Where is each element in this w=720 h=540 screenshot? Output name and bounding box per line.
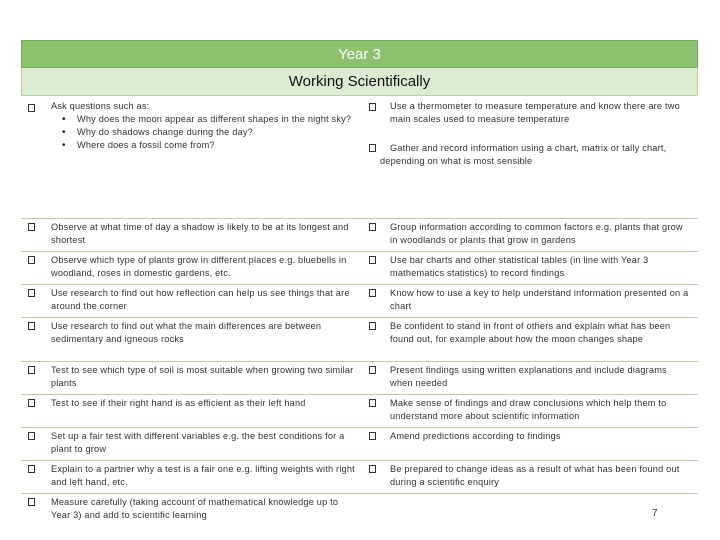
skill-text: Use research to find out what the main differences are between sedimentary and igneous rocks <box>51 321 322 344</box>
skill-text: Set up a fair test with different variables e.g. the best conditions for a plant to grow <box>51 431 345 454</box>
skill-text: Amend predictions according to findings <box>390 431 561 441</box>
left-cell <box>21 317 361 361</box>
skill-text: Explain to a partner why a test is a fair one e.g. lifting weights with right and left hand, etc. <box>51 464 355 487</box>
checkbox[interactable] <box>369 103 376 111</box>
checkbox[interactable] <box>28 104 35 112</box>
year-title: Year 3 <box>21 40 698 68</box>
list-item: • Where does a fossil come from? <box>51 139 357 152</box>
table-row <box>21 427 698 461</box>
left-cell <box>21 493 361 526</box>
checkbox[interactable] <box>369 465 376 473</box>
checkbox[interactable] <box>28 399 35 407</box>
right-cell <box>361 317 698 361</box>
left-cell <box>21 394 361 427</box>
checkbox[interactable] <box>369 256 376 264</box>
skill-text: Test to see if their right hand is as efficient as their left hand <box>51 398 306 408</box>
list-item: • Why does the moon appear as different shapes in the night sky? <box>51 113 357 126</box>
left-cell <box>21 96 361 218</box>
right-cell <box>361 427 698 460</box>
checkbox[interactable] <box>28 256 35 264</box>
table-row <box>21 460 698 494</box>
checkbox[interactable] <box>369 289 376 297</box>
right-cell <box>361 460 698 493</box>
checkbox[interactable] <box>28 289 35 297</box>
skill-text: Observe which type of plants grow in different places e.g. bluebells in woodland, roses in domestic gardens, etc. <box>51 255 347 278</box>
right-cell <box>361 394 698 427</box>
checkbox[interactable] <box>369 144 376 152</box>
checkbox[interactable] <box>28 432 35 440</box>
left-cell <box>21 460 361 493</box>
question-intro: Ask questions such as: <box>51 101 150 111</box>
right-cell <box>361 218 698 251</box>
table-row <box>21 218 698 252</box>
skill-text: Know how to use a key to help understand information presented on a chart <box>390 288 689 311</box>
table-row <box>21 96 698 219</box>
checkbox[interactable] <box>369 432 376 440</box>
section-subtitle: Working Scientifically <box>21 68 698 96</box>
skill-text: Group information according to common factors e.g. plants that grow in woodlands or plants that grow in gardens <box>390 222 683 245</box>
left-cell <box>21 251 361 284</box>
table-row <box>21 284 698 318</box>
skill-text: Test to see which type of soil is most suitable when growing two similar plants <box>51 365 354 388</box>
left-cell <box>21 284 361 317</box>
checkbox[interactable] <box>369 223 376 231</box>
skill-text: Present findings using written explanations and include diagrams when needed <box>390 365 667 388</box>
skill-text: Be prepared to change ideas as a result of what has been found out during a scientific enquiry <box>390 464 680 487</box>
curriculum-table <box>21 40 698 537</box>
skill-text: Use a thermometer to measure temperature and know there are two main scales used to measure temperature <box>390 101 680 124</box>
skill-text: Use bar charts and other statistical tables (in line with Year 3 mathematics statistics) to record findings <box>390 255 649 278</box>
skill-text: Use research to find out how reflection can help us see things that are around the corner <box>51 288 350 311</box>
checkbox[interactable] <box>369 399 376 407</box>
checkbox[interactable] <box>28 223 35 231</box>
table-row <box>21 251 698 285</box>
skill-text: Be confident to stand in front of others and explain what has been found out, for example about how the moon changes shape <box>390 321 671 344</box>
page-number: 7 <box>652 508 658 519</box>
question-list <box>51 100 357 152</box>
table-row <box>21 394 698 428</box>
table-row <box>21 317 698 362</box>
skill-text: Observe at what time of day a shadow is likely to be at its longest and shortest <box>51 222 349 245</box>
checkbox[interactable] <box>369 322 376 330</box>
checkbox[interactable] <box>28 465 35 473</box>
right-cell <box>361 96 698 218</box>
skill-text: Make sense of findings and draw conclusions which help them to understand more about scientific information <box>390 398 667 421</box>
bullet-list <box>51 113 357 152</box>
list-item: • Why do shadows change during the day? <box>51 126 357 139</box>
table-row <box>21 361 698 395</box>
right-cell <box>361 284 698 317</box>
skill-text: Measure carefully (taking account of mathematical knowledge up to Year 3) and add to scientific learning <box>51 497 339 520</box>
right-cell <box>361 361 698 394</box>
right-cell <box>361 493 698 526</box>
skill-text: Gather and record information using a chart, matrix or tally chart, depending on what is most sensible <box>380 143 667 166</box>
left-cell <box>21 427 361 460</box>
left-cell <box>21 361 361 394</box>
checkbox[interactable] <box>369 366 376 374</box>
checkbox[interactable] <box>28 322 35 330</box>
left-cell <box>21 218 361 251</box>
checkbox[interactable] <box>28 366 35 374</box>
right-cell <box>361 251 698 284</box>
table-row <box>21 493 698 526</box>
checkbox[interactable] <box>28 498 35 506</box>
